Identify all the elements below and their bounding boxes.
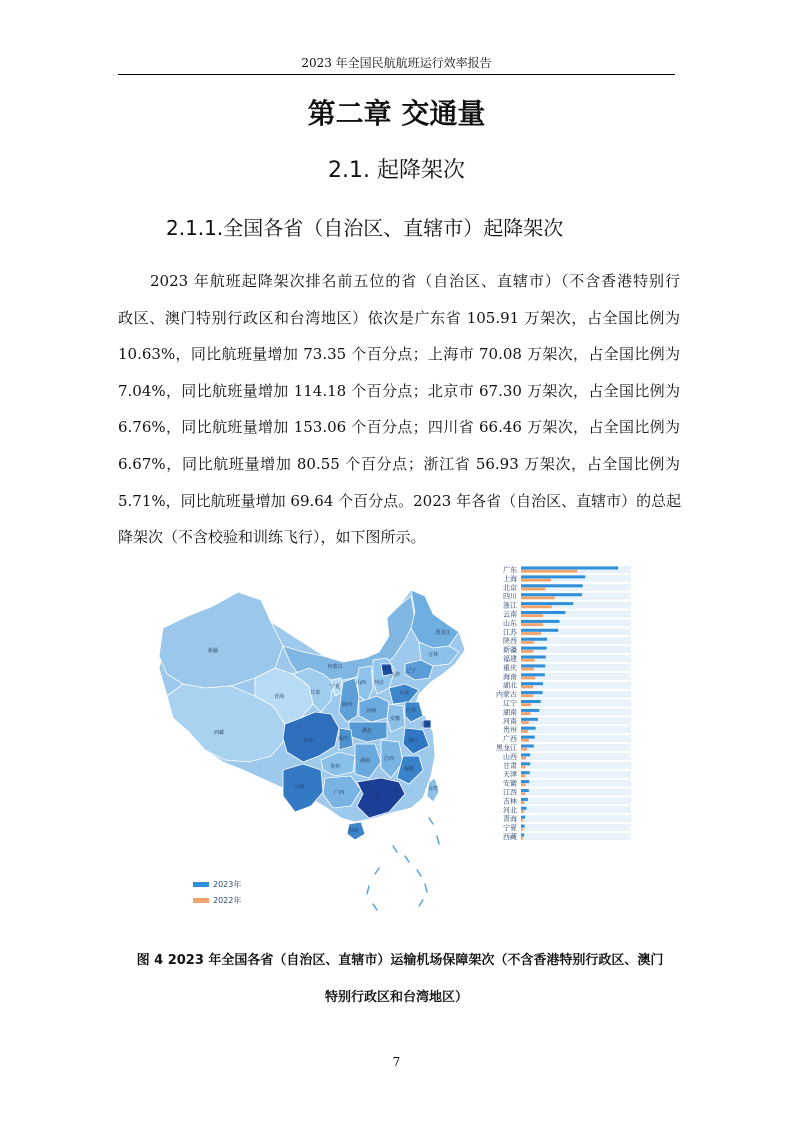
bar-2023 bbox=[521, 736, 535, 739]
bar-2022 bbox=[521, 748, 527, 751]
bar-2023 bbox=[521, 834, 524, 837]
map-province-label: 江西 bbox=[383, 756, 395, 762]
bar-2023 bbox=[521, 682, 543, 685]
bar-2023 bbox=[521, 629, 558, 632]
figure-caption-line-2: 特别行政区和台湾地区） bbox=[324, 990, 468, 1005]
bar-2022 bbox=[521, 632, 541, 635]
paragraph-line: 7.04%，同比航班量增加 114.18 个百分点；北京市 67.30 万架次，占全国比例为 bbox=[118, 381, 680, 400]
bar-2023 bbox=[521, 575, 585, 578]
bar-2022 bbox=[521, 703, 531, 706]
category-label: 河北 bbox=[503, 806, 517, 815]
category-label: 新疆 bbox=[503, 646, 517, 655]
bar-2022 bbox=[521, 819, 523, 822]
category-label: 江苏 bbox=[503, 628, 517, 637]
bar-2022 bbox=[521, 801, 524, 804]
bar-2023 bbox=[521, 798, 528, 801]
figure-canvas bbox=[143, 556, 655, 928]
sea-dash bbox=[437, 836, 439, 844]
map-province-label: 黑龙江 bbox=[435, 630, 451, 636]
bar-2023 bbox=[521, 602, 573, 605]
bar-2023 bbox=[521, 825, 525, 828]
bar-2023 bbox=[521, 691, 543, 694]
bar-track bbox=[521, 735, 631, 742]
bar-2023 bbox=[521, 762, 530, 765]
subsection-title: 2.1.1.全国各省（自治区、直辖市）起降架次 bbox=[166, 216, 564, 240]
category-label: 甘肃 bbox=[503, 761, 517, 770]
category-label: 吉林 bbox=[503, 797, 517, 806]
paragraph-line: 6.76%，同比航班量增加 153.06 个百分点；四川省 66.46 万架次，占全国比例为 bbox=[118, 418, 680, 437]
chapter-title: 第二章 交通量 bbox=[307, 97, 486, 130]
map-province-label: 海南 bbox=[347, 828, 359, 834]
bar-2023 bbox=[521, 816, 525, 819]
bar-2023 bbox=[521, 647, 547, 650]
category-label: 黑龙江 bbox=[496, 744, 517, 752]
bar-2023 bbox=[521, 656, 546, 659]
region-heilongjiang bbox=[411, 590, 459, 648]
body-paragraph bbox=[118, 263, 680, 556]
category-label: 四川 bbox=[503, 592, 517, 601]
header-divider bbox=[118, 74, 675, 75]
bar-2023 bbox=[521, 700, 541, 703]
bar-track bbox=[521, 744, 631, 751]
category-label: 湖南 bbox=[503, 708, 517, 717]
bar-2023 bbox=[521, 718, 538, 721]
category-label: 山东 bbox=[503, 619, 517, 628]
bar-2022 bbox=[521, 686, 533, 689]
paragraph-line: 5.71%，同比航班量增加 69.64 个百分点。2023 年各省（自治区、直辖市）的总起 bbox=[118, 491, 682, 510]
map-province-label: 湖南 bbox=[359, 758, 371, 764]
bar-2022 bbox=[521, 739, 529, 742]
map-province-label: 广东 bbox=[369, 796, 381, 802]
category-label: 山西 bbox=[503, 752, 517, 761]
bar-2022 bbox=[521, 659, 535, 662]
sea-dash bbox=[405, 856, 409, 862]
bar-track bbox=[521, 789, 631, 796]
bar-2022 bbox=[521, 668, 534, 671]
bar-track bbox=[521, 762, 631, 769]
category-label: 浙江 bbox=[503, 601, 517, 610]
bar-2022 bbox=[521, 597, 555, 600]
category-label: 云南 bbox=[503, 610, 517, 619]
section-title: 2.1. 起降架次 bbox=[328, 158, 465, 183]
bar-2022 bbox=[521, 712, 531, 715]
map-province-label: 天津 bbox=[389, 672, 401, 678]
map-province-label: 新疆 bbox=[207, 648, 219, 654]
bar-2022 bbox=[521, 775, 525, 778]
bar-2023 bbox=[521, 789, 529, 792]
category-label: 湖北 bbox=[503, 681, 517, 690]
paragraph-line: 10.63%，同比航班量增加 73.35 个百分点；上海市 70.08 万架次，占全国比例为 bbox=[118, 345, 680, 364]
map-province-label: 江苏 bbox=[405, 708, 417, 714]
page-number: 7 bbox=[392, 1055, 401, 1069]
paragraph-line: 政区、澳门特别行政区和台湾地区）依次是广东省 105.91 万架次，占全国比例为 bbox=[118, 308, 680, 327]
china-map bbox=[159, 590, 465, 910]
map-province-label: 辽宁 bbox=[405, 668, 417, 674]
map-province-label: 重庆 bbox=[337, 736, 349, 742]
bar-track bbox=[521, 815, 631, 822]
legend-label-2023: 2023年 bbox=[213, 880, 242, 889]
bar-2022 bbox=[521, 579, 551, 582]
map-province-label: 吉林 bbox=[427, 652, 439, 658]
bar-track bbox=[521, 771, 631, 778]
bar-2022 bbox=[521, 694, 533, 697]
sea-dash bbox=[375, 868, 379, 874]
category-label: 广西 bbox=[503, 735, 517, 744]
bar-2023 bbox=[521, 753, 530, 756]
bar-2023 bbox=[521, 709, 539, 712]
map-province-label: 福建 bbox=[403, 766, 415, 772]
map-province-label: 浙江 bbox=[407, 738, 419, 744]
legend-swatch-2022 bbox=[193, 898, 209, 903]
bar-2022 bbox=[521, 570, 577, 573]
map-province-label: 台湾 bbox=[427, 786, 439, 792]
legend-label-2022: 2022年 bbox=[213, 896, 242, 905]
bar-track bbox=[521, 833, 631, 840]
bar-2022 bbox=[521, 783, 526, 786]
category-label: 贵州 bbox=[503, 726, 517, 735]
bar-2023 bbox=[521, 567, 618, 570]
bar-track bbox=[521, 824, 631, 831]
map-province-label: 广西 bbox=[333, 790, 345, 796]
map-province-label: 上海 bbox=[419, 722, 431, 728]
category-label: 河南 bbox=[503, 717, 517, 726]
map-province-label: 内蒙古 bbox=[327, 664, 343, 670]
sea-dash bbox=[419, 900, 423, 906]
region-guangdong bbox=[357, 778, 405, 818]
bar-2023 bbox=[521, 584, 583, 587]
bar-2022 bbox=[521, 810, 524, 813]
sea-boundary-dashes bbox=[367, 818, 439, 910]
category-label: 陕西 bbox=[503, 637, 517, 646]
bar-track bbox=[521, 806, 631, 813]
bar-2023 bbox=[521, 611, 565, 614]
category-label: 北京 bbox=[503, 583, 517, 592]
sea-dash bbox=[425, 884, 427, 892]
bar-2023 bbox=[521, 780, 529, 783]
map-province-label: 山西 bbox=[355, 680, 367, 686]
bar-2023 bbox=[521, 620, 560, 623]
bar-2023 bbox=[521, 638, 547, 641]
category-label: 福建 bbox=[503, 655, 517, 663]
category-label: 上海 bbox=[503, 574, 517, 583]
bar-track bbox=[521, 780, 631, 787]
bar-2022 bbox=[521, 623, 543, 626]
sea-dash bbox=[393, 846, 397, 852]
map-province-label: 甘肃 bbox=[309, 690, 321, 696]
bar-2022 bbox=[521, 730, 528, 733]
map-province-label: 西藏 bbox=[213, 730, 225, 736]
sea-dash bbox=[373, 904, 377, 910]
figure-map-and-bar-chart bbox=[143, 556, 655, 928]
bar-2022 bbox=[521, 641, 534, 644]
bar-2022 bbox=[521, 650, 533, 653]
bar-2022 bbox=[521, 828, 523, 831]
category-label: 安徽 bbox=[503, 779, 517, 788]
sea-dash bbox=[417, 870, 421, 876]
bar-2023 bbox=[521, 673, 545, 676]
map-province-label: 云南 bbox=[293, 784, 305, 790]
map-province-label: 四川 bbox=[303, 738, 315, 744]
map-province-label: 河北 bbox=[373, 680, 385, 686]
map-province-label: 山东 bbox=[399, 690, 411, 696]
paragraph-line: 2023 年航班起降架次排名前五位的省（自治区、直辖市）（不含香港特别行 bbox=[150, 272, 680, 290]
figure-caption-line-1: 图 4 2023 年全国各省（自治区、直辖市）运输机场保障架次（不含香港特别行政区、澳门 bbox=[136, 953, 664, 968]
bar-track bbox=[521, 753, 631, 760]
bar-2022 bbox=[521, 837, 523, 840]
bar-2022 bbox=[521, 721, 529, 724]
bar-2023 bbox=[521, 771, 530, 774]
legend bbox=[193, 879, 241, 905]
legend-swatch-2023 bbox=[193, 882, 209, 887]
map-province-label: 贵州 bbox=[329, 764, 341, 770]
map-province-label: 安徽 bbox=[389, 716, 401, 722]
bar-2023 bbox=[521, 593, 582, 596]
bar-2022 bbox=[521, 614, 543, 617]
map-province-label: 陕西 bbox=[341, 702, 353, 708]
bar-chart bbox=[496, 565, 631, 841]
bar-2022 bbox=[521, 605, 552, 608]
bar-2023 bbox=[521, 745, 534, 748]
map-province-label: 河南 bbox=[365, 708, 377, 714]
paragraph-line: 降架次（不含校验和训练飞行），如下图所示。 bbox=[118, 528, 426, 547]
category-label: 海南 bbox=[503, 672, 517, 681]
category-label: 天津 bbox=[503, 770, 517, 779]
map-province-label: 湖北 bbox=[361, 728, 373, 734]
category-label: 辽宁 bbox=[503, 699, 517, 708]
map-province-label: 宁夏 bbox=[329, 684, 341, 690]
category-label: 内蒙古 bbox=[496, 690, 517, 699]
bar-track bbox=[521, 726, 631, 733]
category-label: 西藏 bbox=[503, 833, 517, 841]
category-label: 青海 bbox=[503, 815, 517, 824]
sea-dash bbox=[367, 886, 369, 894]
bar-2023 bbox=[521, 664, 545, 667]
category-label: 江西 bbox=[503, 788, 517, 797]
bar-2022 bbox=[521, 792, 525, 795]
paragraph-line: 6.67%，同比航班量增加 80.55 个百分点；浙江省 56.93 万架次，占全国比例为 bbox=[118, 454, 680, 473]
category-label: 广东 bbox=[503, 566, 517, 574]
bar-2022 bbox=[521, 677, 535, 680]
map-province-label: 青海 bbox=[273, 694, 285, 700]
bar-2023 bbox=[521, 807, 527, 810]
category-label: 重庆 bbox=[503, 663, 517, 672]
bar-2022 bbox=[521, 757, 526, 760]
bar-track bbox=[521, 797, 631, 804]
bar-2023 bbox=[521, 727, 536, 730]
map-province-label: 北京 bbox=[381, 666, 393, 672]
category-label: 宁夏 bbox=[503, 824, 517, 833]
sea-dash bbox=[429, 818, 433, 824]
bar-2022 bbox=[521, 588, 545, 591]
running-header: 2023 年全国民航航班运行效率报告 bbox=[301, 56, 492, 70]
bar-2022 bbox=[521, 766, 526, 769]
